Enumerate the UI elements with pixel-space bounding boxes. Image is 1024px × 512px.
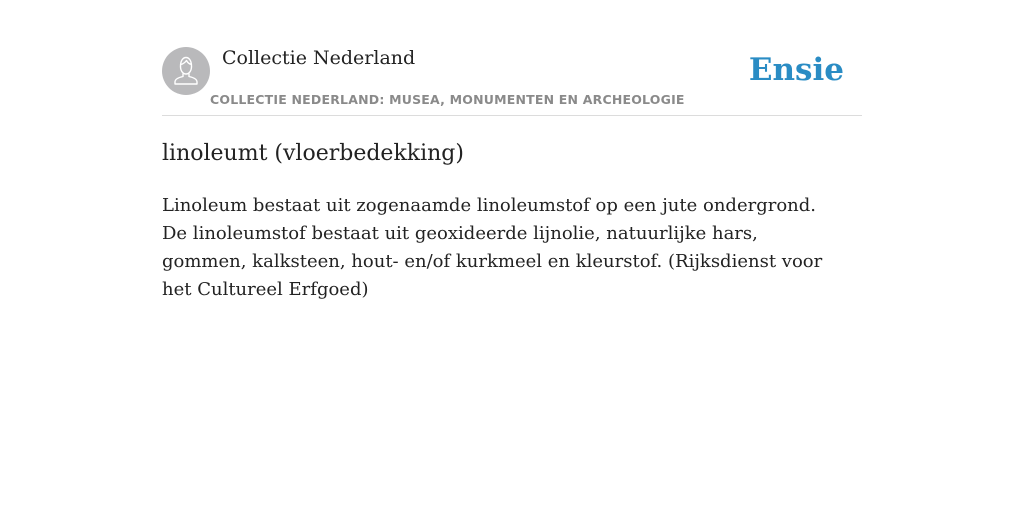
user-icon — [162, 47, 210, 95]
author-name[interactable]: Collectie Nederland — [222, 47, 416, 69]
brand-logo[interactable]: Ensie — [748, 52, 844, 88]
header — [162, 0, 862, 116]
article-body: Linoleum bestaat uit zogenaamde linoleumstof op een jute ondergrond. De linoleumstof bestaat uit geoxideerde lijnolie, natuurlijke hars, gommen, kalksteen, hout- en/of kurkmeel en kleurstof. (Rijksdienst voor het Cultureel Erfgoed) — [162, 195, 823, 300]
avatar[interactable] — [162, 47, 210, 95]
page-title: linoleumt (vloerbedekking) — [162, 141, 464, 166]
author-subtitle: COLLECTIE NEDERLAND: MUSEA, MONUMENTEN EN ARCHEOLOGIE — [210, 92, 685, 107]
